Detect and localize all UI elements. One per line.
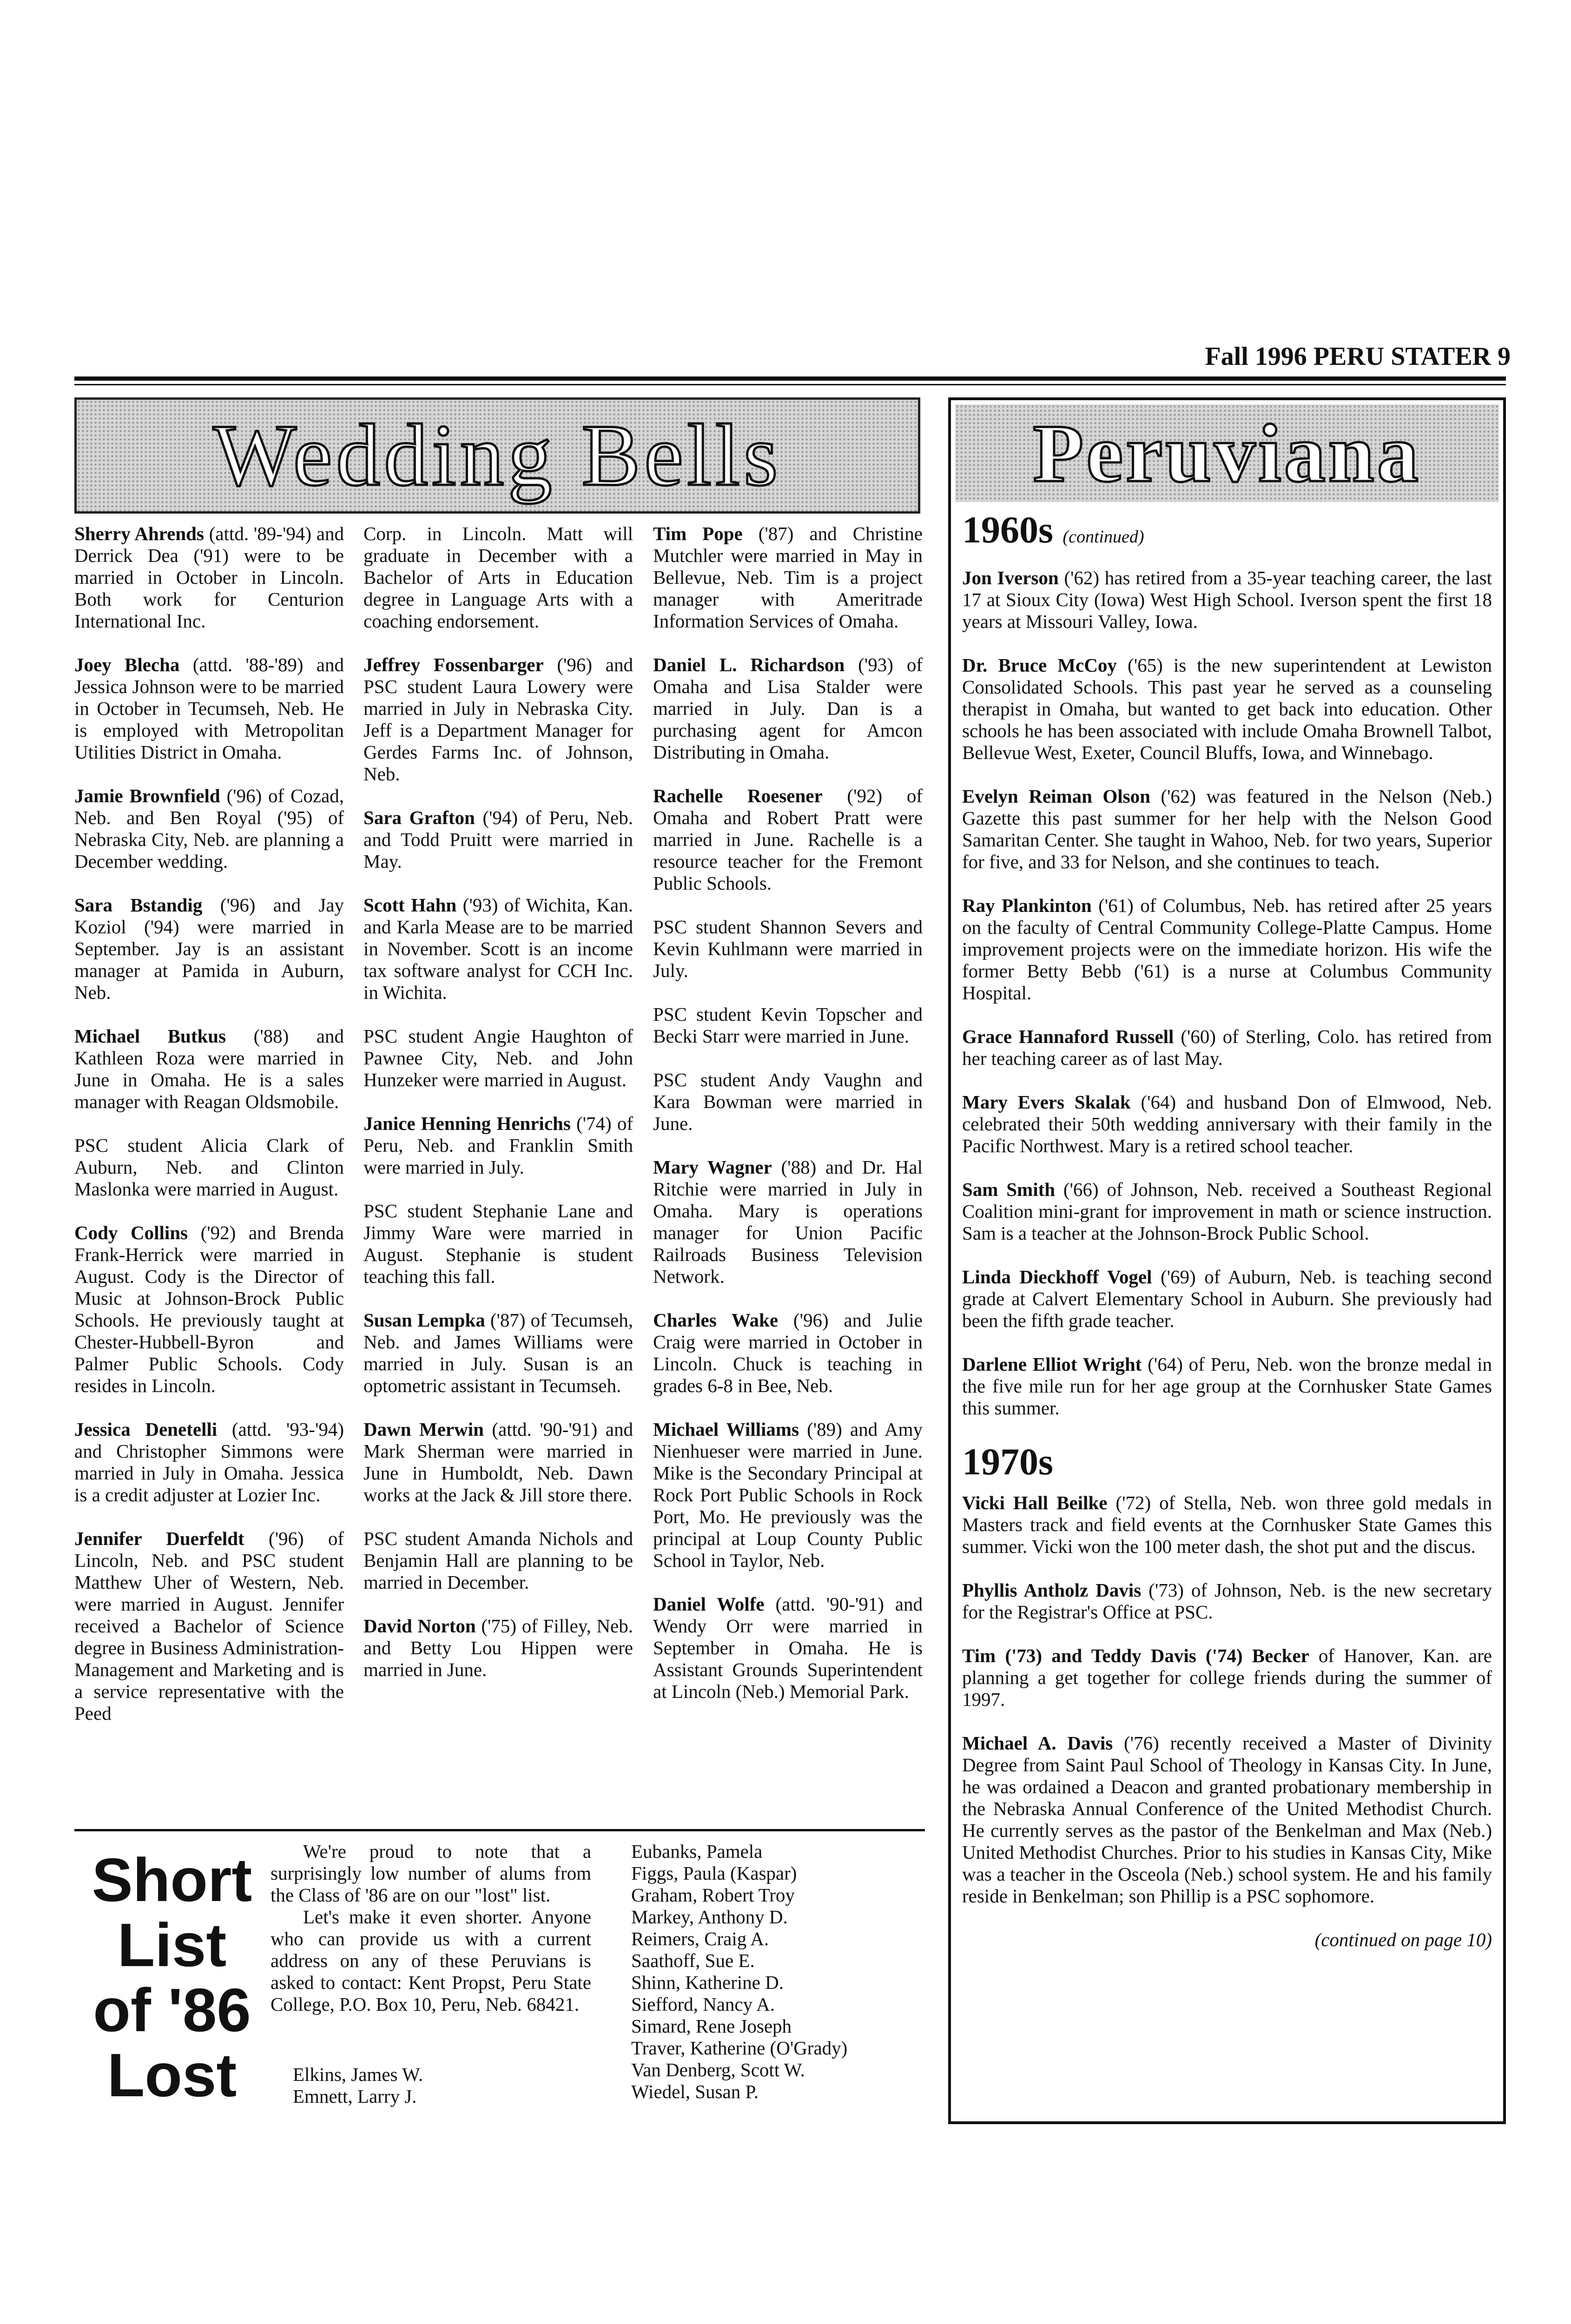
news-item	[363, 1419, 633, 1506]
news-item	[962, 1266, 1492, 1332]
short-list-rule	[74, 1829, 925, 1831]
news-item	[962, 1353, 1492, 1419]
person-name: Sara Bstandig	[74, 894, 203, 916]
news-item	[653, 1156, 923, 1287]
person-name: Phyllis Antholz Davis	[962, 1579, 1142, 1601]
peruviana-1970s-items	[962, 1492, 1492, 1907]
item-text: (attd. '90-'91) and Wendy Orr were married in September in Omaha. He is Assistant Grounds Superintendent at Lincoln (Neb.) Memorial Park.	[653, 1593, 923, 1702]
item-text: ('96) and Julie Craig were married in October in Lincoln. Chuck is teaching in grades 6-8 in Bee, Neb.	[653, 1309, 923, 1396]
person-name: Daniel L. Richardson	[653, 654, 845, 675]
news-item	[653, 1419, 923, 1571]
news-item	[962, 1579, 1492, 1623]
news-item	[962, 1026, 1492, 1070]
item-text: ('93) of Omaha and Lisa Stalder were married in July. Dan is a purchasing agent for Amcon Distributing in Omaha.	[653, 654, 923, 763]
item-text: ('64) of Peru, Neb. won the bronze medal in the five mile run for her age group at the Cornhusker State Games this summer.	[962, 1353, 1492, 1419]
short-list-title-line: Lost	[107, 2041, 237, 2109]
peruviana-column	[962, 509, 1492, 1951]
news-item	[653, 1309, 923, 1397]
item-text: ('74) of Peru, Neb. and Franklin Smith were married in July.	[363, 1113, 633, 1178]
lost-alum-name: Wiedel, Susan P.	[631, 2081, 759, 2102]
item-text: ('75) of Filley, Neb. and Betty Lou Hippen were married in June.	[363, 1615, 633, 1680]
person-name: Mary Wagner	[653, 1156, 772, 1178]
item-text: (attd. '89-'94) and Derrick Dea ('91) were to be married in October in Lincoln. Both work for Centurion International Inc.	[74, 523, 344, 632]
news-item	[962, 654, 1492, 764]
person-name: Jennifer Duerfeldt	[74, 1528, 244, 1549]
news-item	[74, 785, 344, 872]
person-name: Jon Iverson	[962, 567, 1059, 588]
short-list-title-line: Short	[92, 1846, 252, 1914]
item-text: ('87) of Tecumseh, Neb. and James Williams were married in July. Susan is an optometric assistant in Tecumseh.	[363, 1309, 634, 1396]
header-rule-thin	[74, 384, 1506, 385]
news-item	[962, 895, 1492, 1004]
news-item	[962, 1179, 1492, 1244]
item-text: ('64) and husband Don of Elmwood, Neb. celebrated their 50th wedding anniversary with their family in the Pacific Northwest. Mary is a retired school teacher.	[962, 1091, 1492, 1156]
short-list-title-line: List	[117, 1911, 227, 1979]
person-name: Linda Dieckhoff Vogel	[962, 1266, 1152, 1287]
news-item	[962, 1732, 1492, 1907]
item-text: ('66) of Johnson, Neb. received a Southeast Regional Coalition mini-grant for improvement in math or science instruction. Sam is a teacher at the Johnson-Brock Public School.	[962, 1179, 1492, 1244]
news-item	[74, 654, 344, 763]
short-list-request: Let's make it even shorter. Anyone who can provide us with a current address on any of these Peruvians is asked to contact: Kent Propst, Peru State College, P.O. Box 10, Peru, Neb. 68421.	[271, 1906, 591, 2015]
item-text: Corp. in Lincoln. Matt will graduate in December with a Bachelor of Arts in Education degree in Language Arts with a coaching endorsement.	[363, 523, 633, 632]
news-item	[653, 916, 923, 982]
person-name: Charles Wake	[653, 1309, 779, 1331]
person-name: Jamie Brownfield	[74, 785, 220, 806]
item-text: ('62) has retired from a 35-year teaching career, the last 17 at Sioux City (Iowa) West High School. Iverson spent the first 18 years at Missouri Valley, Iowa.	[962, 567, 1492, 632]
news-item	[74, 1419, 344, 1506]
item-text: ('60) of Sterling, Colo. has retired from her teaching career as of last May.	[962, 1026, 1492, 1069]
news-item	[962, 786, 1492, 873]
lost-alum-name: Van Denberg, Scott W.	[631, 2059, 805, 2080]
item-text: ('69) of Auburn, Neb. is teaching second grade at Calvert Elementary School in Auburn. She previously had been the fifth grade teacher.	[962, 1266, 1492, 1331]
news-item	[962, 1492, 1492, 1558]
person-name: Cody Collins	[74, 1222, 188, 1243]
person-name: Rachelle Roesener	[653, 785, 823, 806]
lost-alum-name: Graham, Robert Troy	[631, 1884, 795, 1906]
item-text: ('76) recently received a Master of Divinity Degree from Saint Paul School of Theology in Kansas City. In June, he was ordained a Deacon and granted probationary membership in the Nebraska Annual Conference of the United Methodist Church. He currently serves as the pastor of the Benkelman and Max (Neb.) United Methodist Churches. Prior to his studies in Kansas City, Mike was a teacher in the Osceola (Neb.) school system. He and his family reside in Benkelman; son Phillip is a PSC sophomore.	[962, 1732, 1492, 1907]
news-item	[653, 523, 923, 632]
news-item	[653, 785, 923, 894]
item-text: ('94) of Peru, Neb. and Todd Pruitt were married in May.	[363, 807, 633, 872]
item-text: ('72) of Stella, Neb. won three gold medals in Masters track and field events at the Cornhusker State Games this summer. Vicki won the 100 meter dash, the shot put and the discus.	[962, 1492, 1492, 1557]
news-item	[962, 1645, 1492, 1710]
person-name: Susan Lempka	[363, 1309, 485, 1331]
item-text: PSC student Kevin Topscher and Becki Starr were married in June.	[653, 1004, 923, 1047]
item-text: of Hanover, Kan. are planning a get together for college friends during the summer of 1997.	[962, 1645, 1492, 1710]
person-name: Tim ('73) and Teddy Davis ('74) Becker	[962, 1645, 1309, 1666]
person-name: Joey Blecha	[74, 654, 180, 675]
lost-alum-name: Reimers, Craig A.	[631, 1928, 769, 1949]
item-text: ('89) and Amy Nienhueser were married in June. Mike is the Secondary Principal at Rock Port Public Schools in Rock Port, Mo. He previously was the principal at Loup County Public School in Taylor, Neb.	[653, 1419, 923, 1571]
lost-alum-name: Emnett, Larry J.	[293, 2086, 417, 2107]
lost-names-list-b	[631, 1841, 919, 2103]
person-name: Sam Smith	[962, 1179, 1056, 1200]
person-name: Michael Butkus	[74, 1025, 226, 1047]
decade-label: 1960s	[962, 508, 1053, 551]
news-item	[653, 1593, 923, 1703]
lost-alum-name: Siefford, Nancy A.	[631, 1994, 775, 2015]
news-item	[363, 807, 633, 872]
item-text: ('92) and Brenda Frank-Herrick were married in August. Cody is the Director of Music at Johnson-Brock Public Schools. He previously taught at Chester-Hubbell-Byron and Palmer Public Schools. Cody resides in Lincoln.	[74, 1222, 344, 1396]
item-text: PSC student Andy Vaughn and Kara Bowman were married in June.	[653, 1069, 923, 1134]
peruviana-title: Peruviana	[1033, 407, 1421, 499]
lost-alum-name: Shinn, Katherine D.	[631, 1972, 784, 1993]
item-text: ('93) of Wichita, Kan. and Karla Mease are to be married in November. Scott is an income tax software analyst for CCH Inc. in Wichita.	[363, 894, 633, 1003]
item-text: ('88) and Dr. Hal Ritchie were married in July in Omaha. Mary is operations manager for Union Pacific Railroads Business Television Network.	[653, 1156, 923, 1287]
item-text: ('62) was featured in the Nelson (Neb.) Gazette this past summer for her help with the Nelson Good Samaritan Center. She taught in Wahoo, Neb. for two years, Superior for five, and 33 for Nelson, and she continues to teach.	[962, 786, 1492, 872]
decade-heading-1960s	[962, 509, 1492, 558]
news-item	[74, 1222, 344, 1397]
item-text: PSC student Angie Haughton of Pawnee City, Neb. and John Hunzeker were married in August.	[363, 1025, 633, 1090]
person-name: Tim Pope	[653, 523, 743, 544]
news-item	[363, 1025, 633, 1091]
lost-alum-name: Simard, Rene Joseph	[631, 2015, 792, 2037]
page-header: Fall 1996 PERU STATER 9	[1205, 342, 1511, 371]
item-text: ('87) and Christine Mutchler were married in May in Bellevue, Neb. Tim is a project manager with Ameritrade Information Services of Omaha.	[653, 523, 923, 632]
peruviana-1960s-items	[962, 567, 1492, 1419]
person-name: Dr. Bruce McCoy	[962, 654, 1117, 676]
header-rule	[74, 376, 1506, 381]
short-list-body	[271, 1841, 591, 2015]
wedding-bells-title: Wedding Bells	[213, 407, 782, 504]
item-text: ('73) of Johnson, Neb. is the new secretary for the Registrar's Office at PSC.	[962, 1579, 1492, 1623]
person-name: Jessica Denetelli	[74, 1419, 218, 1440]
news-item	[962, 567, 1492, 633]
lost-alum-name: Traver, Katherine (O'Grady)	[631, 2037, 848, 2059]
news-item	[363, 1113, 633, 1178]
item-text: ('96) of Lincoln, Neb. and PSC student Matthew Uher of Western, Neb. were married in August. Jennifer received a Bachelor of Science degree in Business Administration-Management and Marketing and is a service representative with the Peed	[74, 1528, 344, 1724]
lost-alum-name: Figgs, Paula (Kaspar)	[631, 1862, 797, 1884]
person-name: David Norton	[363, 1615, 476, 1637]
wedding-column-3	[653, 523, 923, 1724]
news-item	[363, 1528, 633, 1593]
news-item	[363, 1200, 633, 1287]
person-name: Dawn Merwin	[363, 1419, 484, 1440]
lost-alum-name: Saathoff, Sue E.	[631, 1950, 755, 1971]
wedding-column-2	[363, 523, 633, 1703]
news-item	[962, 1091, 1492, 1157]
item-text: ('96) and PSC student Laura Lowery were married in July in Nebraska City. Jeff is a Department Manager for Gerdes Farms Inc. of Johnson, Neb.	[363, 654, 633, 785]
person-name: Evelyn Reiman Olson	[962, 786, 1150, 807]
continued-label: (continued)	[1063, 527, 1144, 547]
item-text: ('61) of Columbus, Neb. has retired after 25 years on the faculty of Central Community College-Platte Campus. Home improvement projects were on the immediate horizon. His wife the former Betty Bebb ('61) is a nurse at Columbus Community Hospital.	[962, 895, 1492, 1004]
news-item	[653, 1069, 923, 1135]
person-name: Vicki Hall Beilke	[962, 1492, 1108, 1513]
news-item	[74, 1135, 344, 1200]
item-text: PSC student Stephanie Lane and Jimmy Ware were married in August. Stephanie is student teaching this fall.	[363, 1200, 633, 1287]
news-item	[363, 654, 633, 785]
person-name: Michael Williams	[653, 1419, 799, 1440]
lost-alum-name: Markey, Anthony D.	[631, 1906, 788, 1928]
person-name: Sherry Ahrends	[74, 523, 204, 544]
person-name: Sara Grafton	[363, 807, 475, 828]
item-text: PSC student Alicia Clark of Auburn, Neb. and Clinton Maslonka were married in August.	[74, 1135, 344, 1200]
lost-alum-name: Eubanks, Pamela	[631, 1841, 763, 1862]
short-list-title	[74, 1848, 270, 2108]
continued-note: (continued on page 10)	[1314, 1929, 1492, 1950]
item-text: ('96) of Cozad, Neb. and Ben Royal ('95) of Nebraska City, Neb. are planning a December wedding.	[74, 785, 344, 872]
item-text: (attd. '90-'91) and Mark Sherman were married in June in Humboldt, Neb. Dawn works at the Jack & Jill store there.	[363, 1419, 633, 1505]
short-list-title-line: of '86	[93, 1976, 251, 2044]
lost-alum-name: Elkins, James W.	[293, 2064, 423, 2085]
news-item	[363, 1615, 633, 1681]
item-text: ('96) and Jay Koziol ('94) were married in September. Jay is an assistant manager at Pamida in Auburn, Neb.	[74, 894, 344, 1003]
item-text: PSC student Amanda Nichols and Benjamin Hall are planning to be married in December.	[363, 1528, 633, 1593]
news-item	[74, 894, 344, 1004]
short-list-intro: We're proud to note that a surprisingly low number of alums from the Class of '86 are on our "lost" list.	[271, 1841, 591, 1906]
person-name: Grace Hannaford Russell	[962, 1026, 1174, 1047]
item-text: ('65) is the new superintendent at Lewiston Consolidated Schools. This past year he served as a counseling therapist in Omaha, but wanted to get back into education. Other schools he has been associated with include Omaha Brownell Talbot, Bellevue West, Exeter, Council Bluffs, Iowa, and Winnebago.	[962, 654, 1492, 763]
news-item	[363, 523, 633, 632]
person-name: Darlene Elliot Wright	[962, 1353, 1142, 1375]
decade-heading-1970s: 1970s	[962, 1440, 1053, 1483]
person-name: Ray Plankinton	[962, 895, 1092, 916]
wedding-column-1	[74, 523, 344, 1746]
item-text: (attd. '88-'89) and Jessica Johnson were to be married in October in Tecumseh, Neb. He is employed with Metropolitan Utilities District in Omaha.	[74, 654, 344, 763]
news-item	[363, 1309, 633, 1397]
person-name: Jeffrey Fossenbarger	[363, 654, 544, 675]
person-name: Janice Henning Henrichs	[363, 1113, 571, 1134]
lost-names-list-a	[293, 2064, 572, 2107]
person-name: Scott Hahn	[363, 894, 457, 916]
news-item	[74, 523, 344, 632]
item-text: PSC student Shannon Severs and Kevin Kuhlmann were married in July.	[653, 916, 923, 981]
news-item	[74, 1025, 344, 1113]
person-name: Daniel Wolfe	[653, 1593, 765, 1615]
news-item	[653, 654, 923, 763]
person-name: Michael A. Davis	[962, 1732, 1113, 1754]
news-item	[74, 1528, 344, 1724]
item-text: ('88) and Kathleen Roza were married in June in Omaha. He is a sales manager with Reagan Oldsmobile.	[74, 1025, 344, 1112]
news-item	[363, 894, 633, 1004]
item-text: ('92) of Omaha and Robert Pratt were married in June. Rachelle is a resource teacher for the Fremont Public Schools.	[653, 785, 923, 894]
person-name: Mary Evers Skalak	[962, 1091, 1131, 1113]
item-text: (attd. '93-'94) and Christopher Simmons were married in July in Omaha. Jessica is a credit adjuster at Lozier Inc.	[74, 1419, 344, 1505]
news-item	[653, 1004, 923, 1047]
